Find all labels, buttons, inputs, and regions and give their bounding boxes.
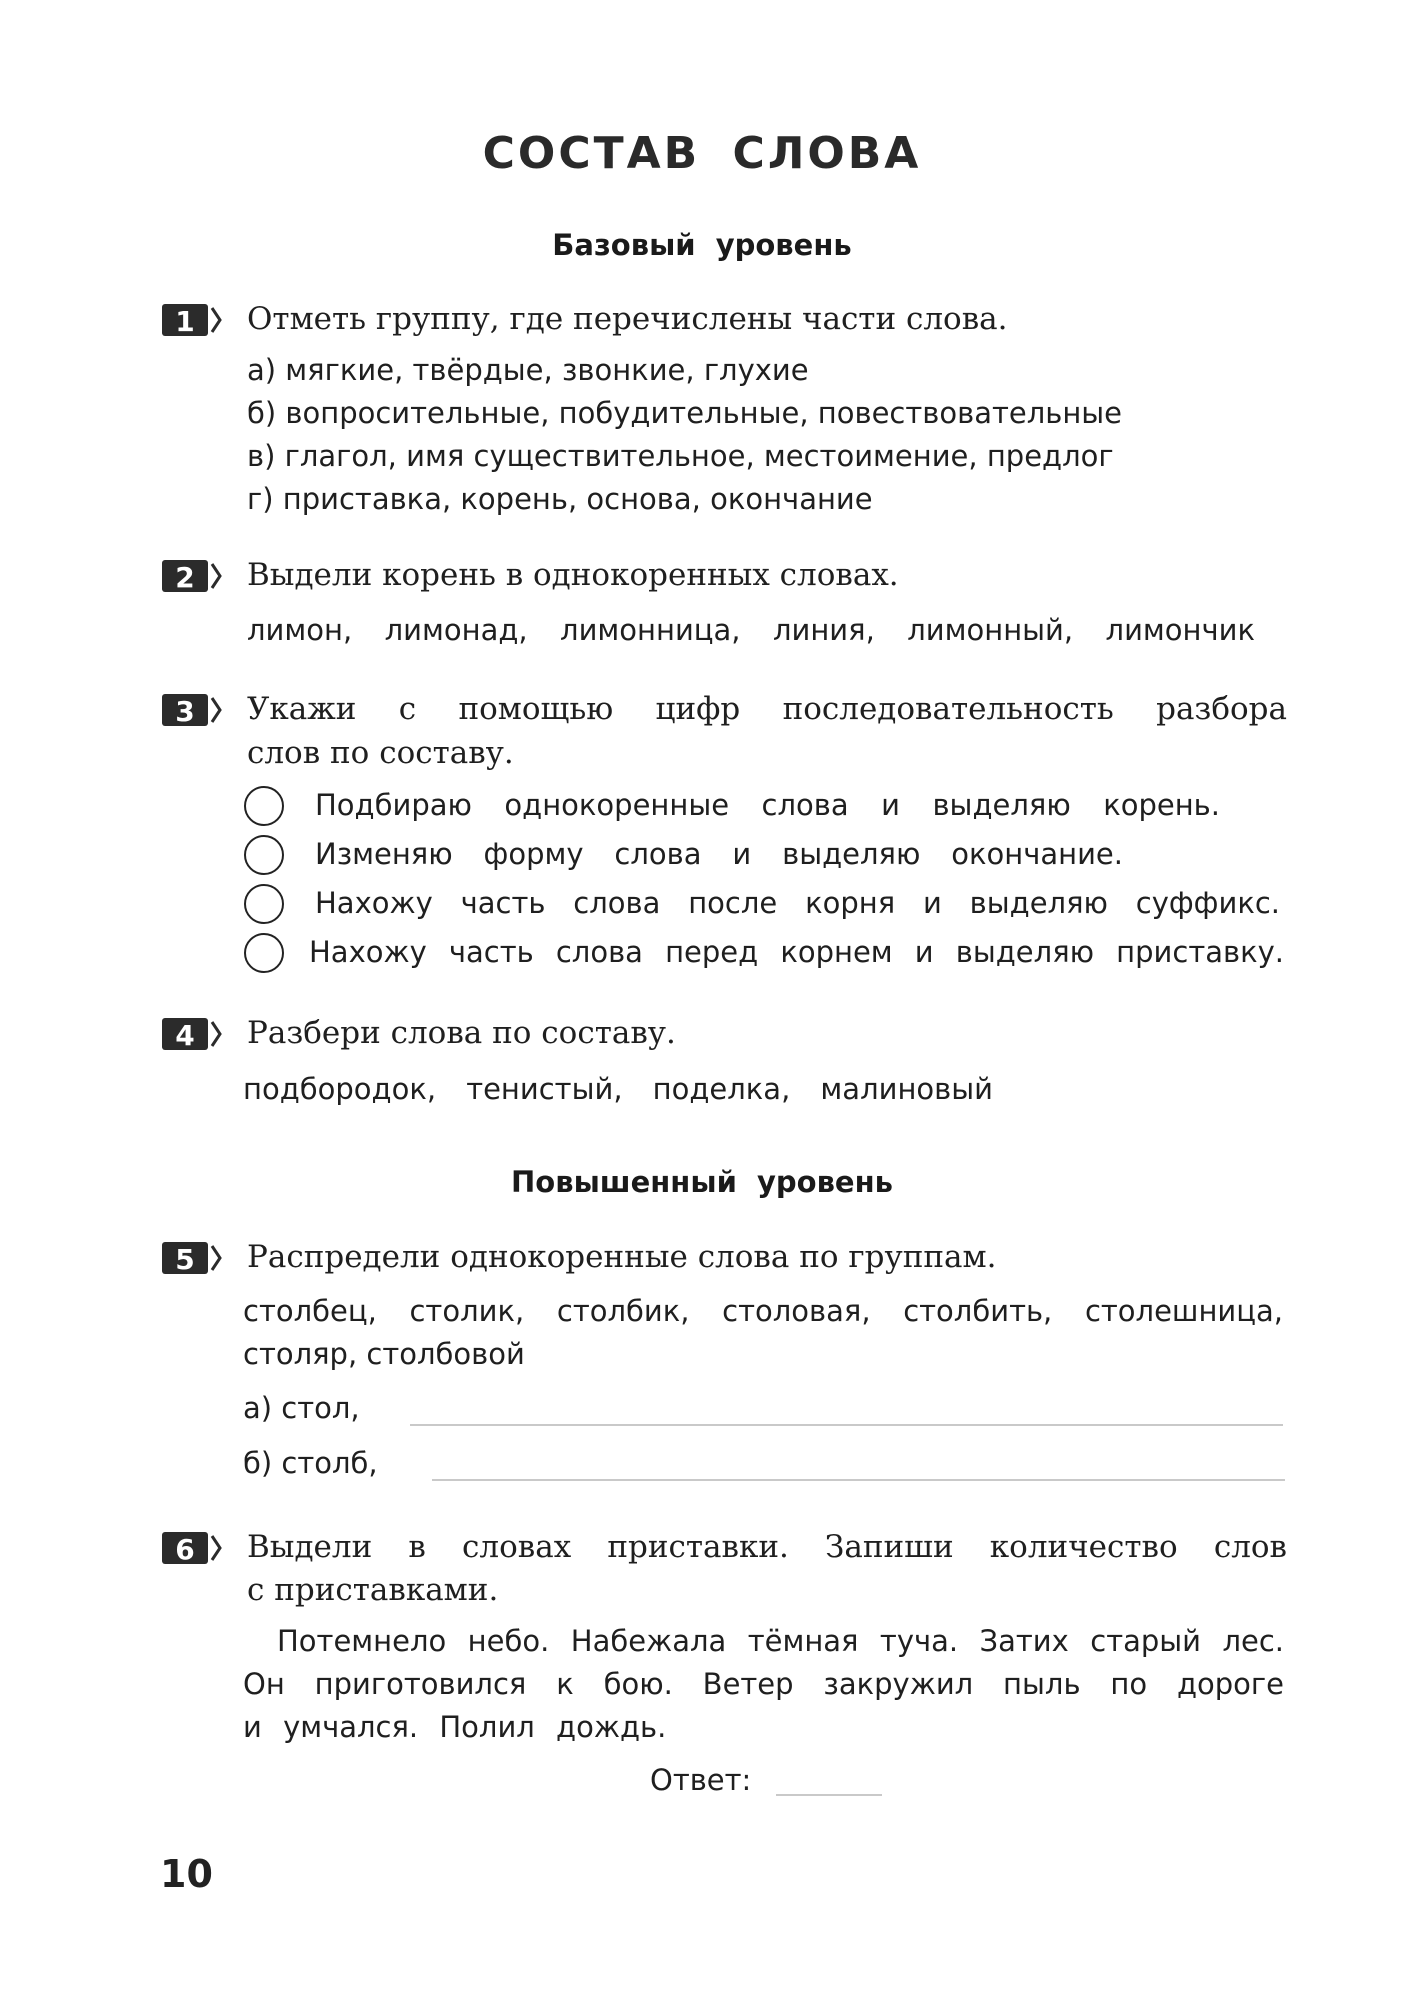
- task-3-step: Нахожу часть слова перед корнем и выделяю приставку.: [309, 935, 1284, 969]
- answer-label: Ответ:: [650, 1763, 752, 1797]
- section-heading-advanced: Повышенный уровень: [511, 1165, 893, 1199]
- order-circle[interactable]: [244, 884, 284, 924]
- task-1-option-a[interactable]: а) мягкие, твёрдые, звонкие, глухие: [247, 353, 809, 387]
- task-5-prompt: Распредели однокоренные слова по группам.: [247, 1239, 997, 1275]
- order-circle[interactable]: [244, 933, 284, 973]
- task-3-step: Нахожу часть слова после корня и выделяю суффикс.: [315, 886, 1280, 920]
- task-6-text-line2: Он приготовился к бою. Ветер закружил пыль по дороге: [243, 1667, 1284, 1701]
- task-5-group-b-label: б) столб,: [243, 1446, 378, 1480]
- task-1-option-b[interactable]: б) вопросительные, побудительные, повествовательные: [247, 396, 1123, 430]
- task-number-badge: [162, 1016, 208, 1052]
- task-3-step: Изменяю форму слова и выделяю окончание.: [315, 837, 1123, 871]
- task-1-option-v[interactable]: в) глагол, имя существительное, местоимение, предлог: [247, 439, 1114, 473]
- task-number: 5: [175, 1243, 195, 1276]
- task-number: 4: [175, 1019, 195, 1052]
- task-number: 6: [175, 1533, 195, 1566]
- task-6-text-line1: Потемнело небо. Набежала тёмная туча. Затих старый лес.: [277, 1624, 1284, 1658]
- task-3-prompt-line2: слов по составу.: [247, 735, 514, 771]
- section-heading-basic: Базовый уровень: [552, 228, 852, 262]
- page-title: СОСТАВ СЛОВА: [482, 128, 922, 179]
- task-5-words-line1: столбец, столик, столбик, столовая, столбить, столешница,: [243, 1294, 1283, 1328]
- task-number: 3: [175, 695, 195, 728]
- page-number: 10: [160, 1852, 213, 1896]
- task-2-words: лимон, лимонад, лимонница, линия, лимонный, лимончик: [247, 613, 1255, 647]
- task-number-badge: [162, 692, 208, 728]
- task-number-badge: [162, 1530, 208, 1566]
- task-3-prompt-line1: Укажи с помощью цифр последовательность разбора: [247, 691, 1287, 727]
- task-2-prompt: Выдели корень в однокоренных словах.: [247, 557, 899, 593]
- task-5-group-a-label: а) стол,: [243, 1391, 360, 1425]
- task-6-text-line3: и умчался. Полил дождь.: [243, 1710, 667, 1744]
- task-number: 1: [175, 305, 195, 338]
- task-number: 2: [175, 561, 195, 594]
- order-circle[interactable]: [244, 786, 284, 826]
- answer-line-b[interactable]: [432, 1479, 1285, 1481]
- task-number-badge: [162, 302, 208, 338]
- task-number-badge: [162, 1240, 208, 1276]
- task-3-step: Подбираю однокоренные слова и выделяю корень.: [315, 788, 1220, 822]
- task-1-prompt: Отметь группу, где перечислены части слова.: [247, 301, 1008, 337]
- task-6-prompt-line2: с приставками.: [247, 1572, 499, 1608]
- task-4-prompt: Разбери слова по составу.: [247, 1015, 676, 1051]
- task-4-words: подбородок, тенистый, поделка, малиновый: [243, 1072, 993, 1106]
- task-number-badge: [162, 558, 208, 594]
- order-circle[interactable]: [244, 835, 284, 875]
- answer-field-line[interactable]: [776, 1794, 882, 1796]
- task-1-option-g[interactable]: г) приставка, корень, основа, окончание: [247, 482, 873, 516]
- answer-line-a[interactable]: [410, 1424, 1283, 1426]
- task-5-words-line2: столяр, столбовой: [243, 1337, 525, 1371]
- task-6-prompt-line1: Выдели в словах приставки. Запиши количество слов: [247, 1529, 1287, 1565]
